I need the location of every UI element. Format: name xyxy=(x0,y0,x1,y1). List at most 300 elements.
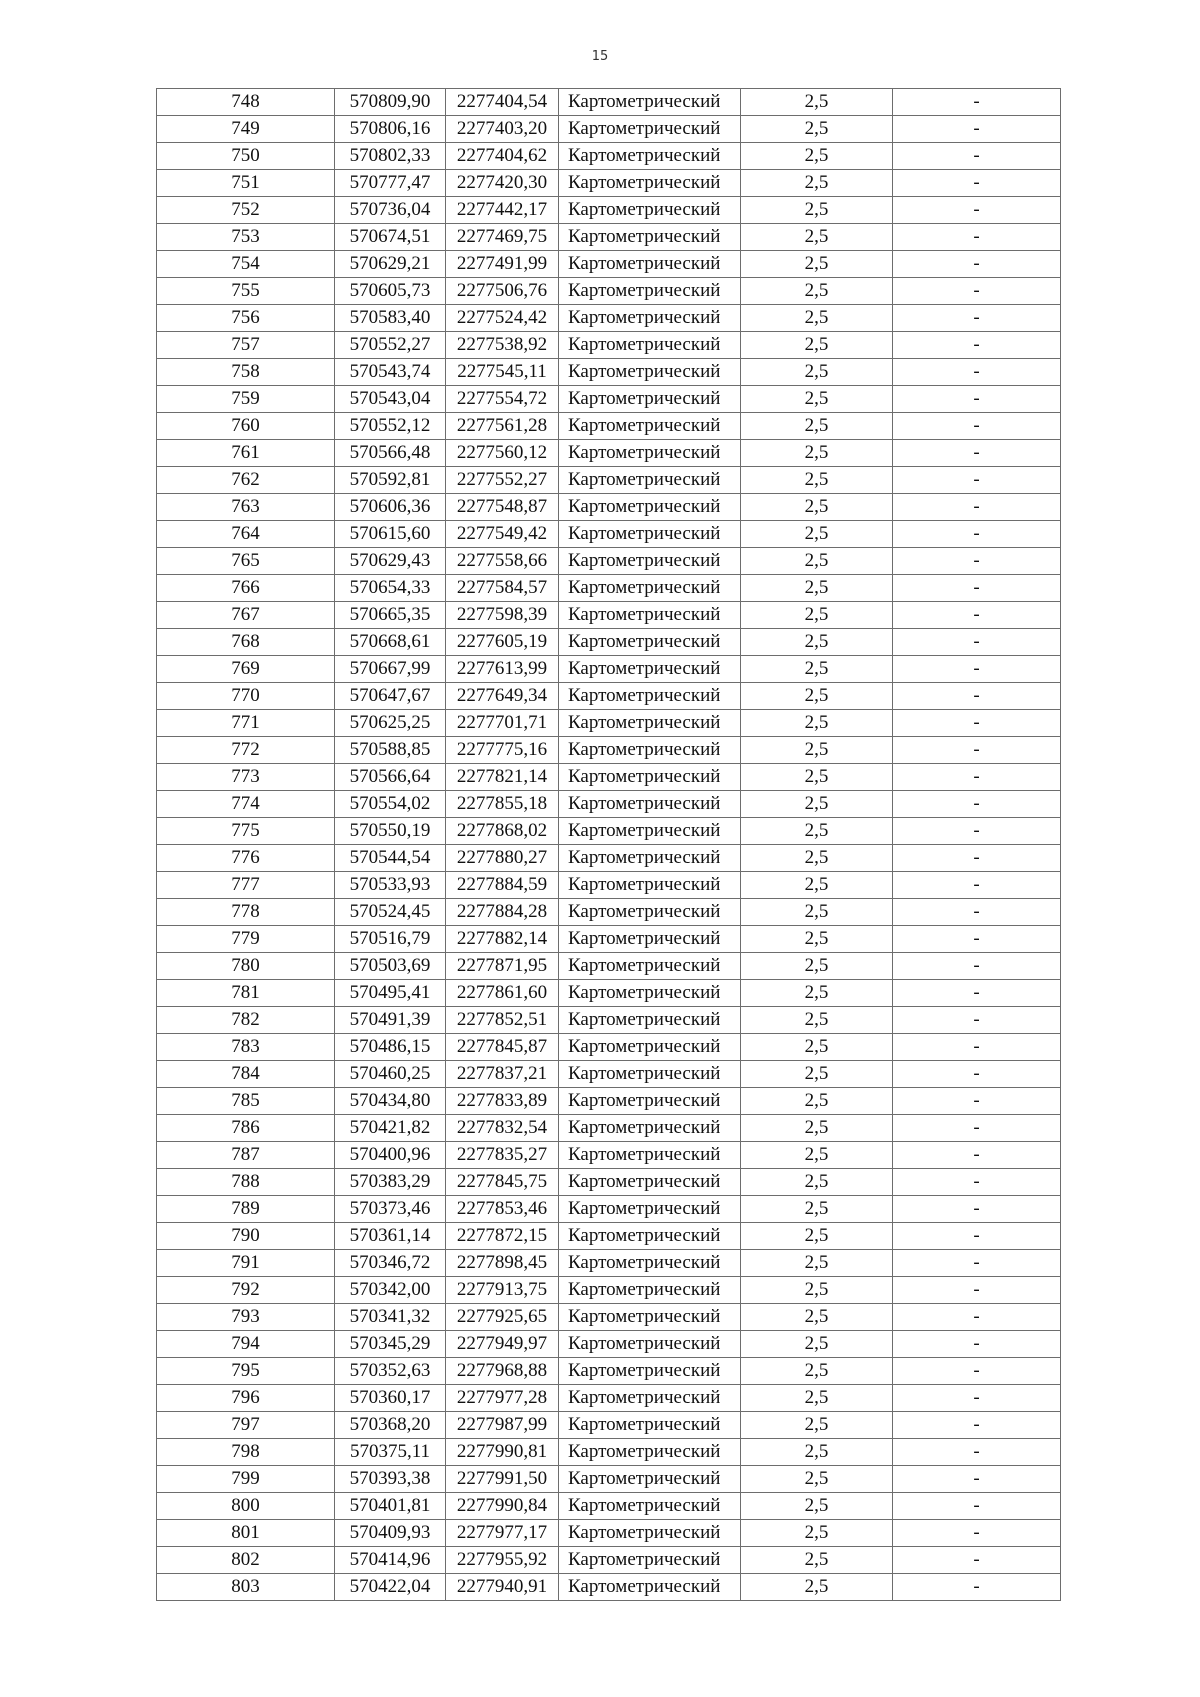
y-coordinate-cell: 2277880,27 xyxy=(446,845,559,872)
point-number-cell: 794 xyxy=(157,1331,335,1358)
accuracy-cell: 2,5 xyxy=(741,1385,893,1412)
note-cell: - xyxy=(893,575,1061,602)
x-coordinate-cell: 570654,33 xyxy=(335,575,446,602)
accuracy-cell: 2,5 xyxy=(741,1466,893,1493)
point-number-cell: 764 xyxy=(157,521,335,548)
x-coordinate-cell: 570516,79 xyxy=(335,926,446,953)
point-number-cell: 791 xyxy=(157,1250,335,1277)
accuracy-cell: 2,5 xyxy=(741,170,893,197)
note-cell: - xyxy=(893,899,1061,926)
y-coordinate-cell: 2277442,17 xyxy=(446,197,559,224)
x-coordinate-cell: 570667,99 xyxy=(335,656,446,683)
method-cell: Картометрический xyxy=(559,170,741,197)
x-coordinate-cell: 570583,40 xyxy=(335,305,446,332)
point-number-cell: 759 xyxy=(157,386,335,413)
method-cell: Картометрический xyxy=(559,899,741,926)
method-cell: Картометрический xyxy=(559,89,741,116)
x-coordinate-cell: 570434,80 xyxy=(335,1088,446,1115)
table-row xyxy=(157,143,1061,170)
accuracy-cell: 2,5 xyxy=(741,440,893,467)
point-number-cell: 796 xyxy=(157,1385,335,1412)
x-coordinate-cell: 570665,35 xyxy=(335,602,446,629)
accuracy-cell: 2,5 xyxy=(741,521,893,548)
point-number-cell: 785 xyxy=(157,1088,335,1115)
method-cell: Картометрический xyxy=(559,1574,741,1601)
method-cell: Картометрический xyxy=(559,1493,741,1520)
note-cell: - xyxy=(893,467,1061,494)
accuracy-cell: 2,5 xyxy=(741,1520,893,1547)
accuracy-cell: 2,5 xyxy=(741,1061,893,1088)
method-cell: Картометрический xyxy=(559,1115,741,1142)
y-coordinate-cell: 2277561,28 xyxy=(446,413,559,440)
x-coordinate-cell: 570566,48 xyxy=(335,440,446,467)
point-number-cell: 798 xyxy=(157,1439,335,1466)
method-cell: Картометрический xyxy=(559,980,741,1007)
point-number-cell: 749 xyxy=(157,116,335,143)
note-cell: - xyxy=(893,116,1061,143)
method-cell: Картометрический xyxy=(559,1466,741,1493)
method-cell: Картометрический xyxy=(559,197,741,224)
x-coordinate-cell: 570495,41 xyxy=(335,980,446,1007)
x-coordinate-cell: 570401,81 xyxy=(335,1493,446,1520)
y-coordinate-cell: 2277558,66 xyxy=(446,548,559,575)
y-coordinate-cell: 2277987,99 xyxy=(446,1412,559,1439)
note-cell: - xyxy=(893,656,1061,683)
table-row xyxy=(157,1304,1061,1331)
accuracy-cell: 2,5 xyxy=(741,1574,893,1601)
note-cell: - xyxy=(893,1304,1061,1331)
note-cell: - xyxy=(893,1439,1061,1466)
y-coordinate-cell: 2277491,99 xyxy=(446,251,559,278)
x-coordinate-cell: 570352,63 xyxy=(335,1358,446,1385)
note-cell: - xyxy=(893,926,1061,953)
method-cell: Картометрический xyxy=(559,953,741,980)
table-row xyxy=(157,413,1061,440)
table-row xyxy=(157,872,1061,899)
point-number-cell: 801 xyxy=(157,1520,335,1547)
x-coordinate-cell: 570373,46 xyxy=(335,1196,446,1223)
y-coordinate-cell: 2277872,15 xyxy=(446,1223,559,1250)
note-cell: - xyxy=(893,1007,1061,1034)
note-cell: - xyxy=(893,764,1061,791)
y-coordinate-cell: 2277855,18 xyxy=(446,791,559,818)
accuracy-cell: 2,5 xyxy=(741,818,893,845)
accuracy-cell: 2,5 xyxy=(741,1196,893,1223)
note-cell: - xyxy=(893,332,1061,359)
accuracy-cell: 2,5 xyxy=(741,1115,893,1142)
point-number-cell: 799 xyxy=(157,1466,335,1493)
point-number-cell: 752 xyxy=(157,197,335,224)
note-cell: - xyxy=(893,1385,1061,1412)
x-coordinate-cell: 570629,43 xyxy=(335,548,446,575)
y-coordinate-cell: 2277404,54 xyxy=(446,89,559,116)
y-coordinate-cell: 2277613,99 xyxy=(446,656,559,683)
table-row xyxy=(157,737,1061,764)
method-cell: Картометрический xyxy=(559,629,741,656)
point-number-cell: 773 xyxy=(157,764,335,791)
y-coordinate-cell: 2277554,72 xyxy=(446,386,559,413)
table-row xyxy=(157,980,1061,1007)
method-cell: Картометрический xyxy=(559,116,741,143)
table-row xyxy=(157,1520,1061,1547)
table-row xyxy=(157,521,1061,548)
point-number-cell: 768 xyxy=(157,629,335,656)
table-row xyxy=(157,1034,1061,1061)
note-cell: - xyxy=(893,521,1061,548)
x-coordinate-cell: 570544,54 xyxy=(335,845,446,872)
method-cell: Картометрический xyxy=(559,926,741,953)
table-row xyxy=(157,845,1061,872)
accuracy-cell: 2,5 xyxy=(741,89,893,116)
x-coordinate-cell: 570486,15 xyxy=(335,1034,446,1061)
y-coordinate-cell: 2277884,59 xyxy=(446,872,559,899)
y-coordinate-cell: 2277955,92 xyxy=(446,1547,559,1574)
method-cell: Картометрический xyxy=(559,872,741,899)
accuracy-cell: 2,5 xyxy=(741,305,893,332)
point-number-cell: 767 xyxy=(157,602,335,629)
method-cell: Картометрический xyxy=(559,602,741,629)
point-number-cell: 769 xyxy=(157,656,335,683)
table-row xyxy=(157,818,1061,845)
method-cell: Картометрический xyxy=(559,1169,741,1196)
table-row xyxy=(157,602,1061,629)
note-cell: - xyxy=(893,1250,1061,1277)
note-cell: - xyxy=(893,305,1061,332)
point-number-cell: 755 xyxy=(157,278,335,305)
y-coordinate-cell: 2277991,50 xyxy=(446,1466,559,1493)
x-coordinate-cell: 570588,85 xyxy=(335,737,446,764)
point-number-cell: 786 xyxy=(157,1115,335,1142)
table-row xyxy=(157,1439,1061,1466)
note-cell: - xyxy=(893,872,1061,899)
point-number-cell: 787 xyxy=(157,1142,335,1169)
method-cell: Картометрический xyxy=(559,1331,741,1358)
accuracy-cell: 2,5 xyxy=(741,143,893,170)
method-cell: Картометрический xyxy=(559,548,741,575)
point-number-cell: 803 xyxy=(157,1574,335,1601)
x-coordinate-cell: 570393,38 xyxy=(335,1466,446,1493)
y-coordinate-cell: 2277977,28 xyxy=(446,1385,559,1412)
method-cell: Картометрический xyxy=(559,656,741,683)
y-coordinate-cell: 2277835,27 xyxy=(446,1142,559,1169)
method-cell: Картометрический xyxy=(559,413,741,440)
accuracy-cell: 2,5 xyxy=(741,899,893,926)
point-number-cell: 758 xyxy=(157,359,335,386)
x-coordinate-cell: 570341,32 xyxy=(335,1304,446,1331)
method-cell: Картометрический xyxy=(559,710,741,737)
table-row xyxy=(157,791,1061,818)
table-row xyxy=(157,170,1061,197)
point-number-cell: 777 xyxy=(157,872,335,899)
note-cell: - xyxy=(893,1223,1061,1250)
accuracy-cell: 2,5 xyxy=(741,683,893,710)
note-cell: - xyxy=(893,251,1061,278)
table-row xyxy=(157,1115,1061,1142)
method-cell: Картометрический xyxy=(559,251,741,278)
y-coordinate-cell: 2277884,28 xyxy=(446,899,559,926)
x-coordinate-cell: 570383,29 xyxy=(335,1169,446,1196)
point-number-cell: 751 xyxy=(157,170,335,197)
table-row xyxy=(157,710,1061,737)
note-cell: - xyxy=(893,386,1061,413)
table-row xyxy=(157,953,1061,980)
note-cell: - xyxy=(893,1061,1061,1088)
method-cell: Картометрический xyxy=(559,1358,741,1385)
note-cell: - xyxy=(893,1142,1061,1169)
x-coordinate-cell: 570422,04 xyxy=(335,1574,446,1601)
accuracy-cell: 2,5 xyxy=(741,791,893,818)
accuracy-cell: 2,5 xyxy=(741,467,893,494)
y-coordinate-cell: 2277977,17 xyxy=(446,1520,559,1547)
method-cell: Картометрический xyxy=(559,737,741,764)
point-number-cell: 781 xyxy=(157,980,335,1007)
accuracy-cell: 2,5 xyxy=(741,1007,893,1034)
x-coordinate-cell: 570543,74 xyxy=(335,359,446,386)
y-coordinate-cell: 2277560,12 xyxy=(446,440,559,467)
note-cell: - xyxy=(893,1331,1061,1358)
x-coordinate-cell: 570606,36 xyxy=(335,494,446,521)
point-number-cell: 778 xyxy=(157,899,335,926)
x-coordinate-cell: 570647,67 xyxy=(335,683,446,710)
y-coordinate-cell: 2277821,14 xyxy=(446,764,559,791)
x-coordinate-cell: 570414,96 xyxy=(335,1547,446,1574)
accuracy-cell: 2,5 xyxy=(741,980,893,1007)
page-number: 15 xyxy=(591,49,609,64)
x-coordinate-cell: 570421,82 xyxy=(335,1115,446,1142)
method-cell: Картометрический xyxy=(559,359,741,386)
method-cell: Картометрический xyxy=(559,305,741,332)
method-cell: Картометрический xyxy=(559,494,741,521)
note-cell: - xyxy=(893,494,1061,521)
point-number-cell: 802 xyxy=(157,1547,335,1574)
x-coordinate-cell: 570361,14 xyxy=(335,1223,446,1250)
x-coordinate-cell: 570629,21 xyxy=(335,251,446,278)
note-cell: - xyxy=(893,1196,1061,1223)
method-cell: Картометрический xyxy=(559,1034,741,1061)
point-number-cell: 789 xyxy=(157,1196,335,1223)
point-number-cell: 783 xyxy=(157,1034,335,1061)
table-row xyxy=(157,359,1061,386)
point-number-cell: 772 xyxy=(157,737,335,764)
note-cell: - xyxy=(893,278,1061,305)
method-cell: Картометрический xyxy=(559,521,741,548)
y-coordinate-cell: 2277968,88 xyxy=(446,1358,559,1385)
note-cell: - xyxy=(893,1115,1061,1142)
table-row xyxy=(157,629,1061,656)
y-coordinate-cell: 2277775,16 xyxy=(446,737,559,764)
accuracy-cell: 2,5 xyxy=(741,629,893,656)
x-coordinate-cell: 570605,73 xyxy=(335,278,446,305)
y-coordinate-cell: 2277545,11 xyxy=(446,359,559,386)
method-cell: Картометрический xyxy=(559,764,741,791)
point-number-cell: 782 xyxy=(157,1007,335,1034)
table-row xyxy=(157,197,1061,224)
y-coordinate-cell: 2277868,02 xyxy=(446,818,559,845)
note-cell: - xyxy=(893,1358,1061,1385)
table-row xyxy=(157,251,1061,278)
method-cell: Картометрический xyxy=(559,278,741,305)
table-row xyxy=(157,764,1061,791)
method-cell: Картометрический xyxy=(559,143,741,170)
y-coordinate-cell: 2277853,46 xyxy=(446,1196,559,1223)
note-cell: - xyxy=(893,197,1061,224)
note-cell: - xyxy=(893,224,1061,251)
note-cell: - xyxy=(893,1088,1061,1115)
y-coordinate-cell: 2277940,91 xyxy=(446,1574,559,1601)
point-number-cell: 797 xyxy=(157,1412,335,1439)
accuracy-cell: 2,5 xyxy=(741,1412,893,1439)
note-cell: - xyxy=(893,710,1061,737)
accuracy-cell: 2,5 xyxy=(741,224,893,251)
accuracy-cell: 2,5 xyxy=(741,1142,893,1169)
table-row xyxy=(157,278,1061,305)
x-coordinate-cell: 570346,72 xyxy=(335,1250,446,1277)
accuracy-cell: 2,5 xyxy=(741,386,893,413)
note-cell: - xyxy=(893,953,1061,980)
y-coordinate-cell: 2277469,75 xyxy=(446,224,559,251)
point-number-cell: 766 xyxy=(157,575,335,602)
y-coordinate-cell: 2277605,19 xyxy=(446,629,559,656)
x-coordinate-cell: 570360,17 xyxy=(335,1385,446,1412)
x-coordinate-cell: 570503,69 xyxy=(335,953,446,980)
table-row xyxy=(157,1574,1061,1601)
accuracy-cell: 2,5 xyxy=(741,1088,893,1115)
point-number-cell: 792 xyxy=(157,1277,335,1304)
y-coordinate-cell: 2277701,71 xyxy=(446,710,559,737)
note-cell: - xyxy=(893,1493,1061,1520)
point-number-cell: 753 xyxy=(157,224,335,251)
accuracy-cell: 2,5 xyxy=(741,1223,893,1250)
y-coordinate-cell: 2277404,62 xyxy=(446,143,559,170)
table-row xyxy=(157,89,1061,116)
method-cell: Картометрический xyxy=(559,1250,741,1277)
method-cell: Картометрический xyxy=(559,1088,741,1115)
note-cell: - xyxy=(893,845,1061,872)
table-row xyxy=(157,548,1061,575)
method-cell: Картометрический xyxy=(559,791,741,818)
note-cell: - xyxy=(893,629,1061,656)
note-cell: - xyxy=(893,1520,1061,1547)
accuracy-cell: 2,5 xyxy=(741,1250,893,1277)
point-number-cell: 765 xyxy=(157,548,335,575)
y-coordinate-cell: 2277549,42 xyxy=(446,521,559,548)
y-coordinate-cell: 2277420,30 xyxy=(446,170,559,197)
accuracy-cell: 2,5 xyxy=(741,602,893,629)
method-cell: Картометрический xyxy=(559,1223,741,1250)
y-coordinate-cell: 2277861,60 xyxy=(446,980,559,1007)
accuracy-cell: 2,5 xyxy=(741,1547,893,1574)
x-coordinate-cell: 570674,51 xyxy=(335,224,446,251)
point-number-cell: 775 xyxy=(157,818,335,845)
accuracy-cell: 2,5 xyxy=(741,737,893,764)
accuracy-cell: 2,5 xyxy=(741,953,893,980)
table-row xyxy=(157,224,1061,251)
x-coordinate-cell: 570409,93 xyxy=(335,1520,446,1547)
method-cell: Картометрический xyxy=(559,1196,741,1223)
x-coordinate-cell: 570368,20 xyxy=(335,1412,446,1439)
accuracy-cell: 2,5 xyxy=(741,332,893,359)
point-number-cell: 757 xyxy=(157,332,335,359)
x-coordinate-cell: 570533,93 xyxy=(335,872,446,899)
note-cell: - xyxy=(893,602,1061,629)
point-number-cell: 784 xyxy=(157,1061,335,1088)
y-coordinate-cell: 2277403,20 xyxy=(446,116,559,143)
table-row xyxy=(157,1196,1061,1223)
y-coordinate-cell: 2277852,51 xyxy=(446,1007,559,1034)
accuracy-cell: 2,5 xyxy=(741,494,893,521)
note-cell: - xyxy=(893,791,1061,818)
note-cell: - xyxy=(893,1466,1061,1493)
table-row xyxy=(157,1331,1061,1358)
x-coordinate-cell: 570342,00 xyxy=(335,1277,446,1304)
point-number-cell: 756 xyxy=(157,305,335,332)
x-coordinate-cell: 570552,27 xyxy=(335,332,446,359)
accuracy-cell: 2,5 xyxy=(741,845,893,872)
method-cell: Картометрический xyxy=(559,1520,741,1547)
table-row xyxy=(157,1088,1061,1115)
point-number-cell: 761 xyxy=(157,440,335,467)
table-row xyxy=(157,1142,1061,1169)
point-number-cell: 770 xyxy=(157,683,335,710)
accuracy-cell: 2,5 xyxy=(741,251,893,278)
y-coordinate-cell: 2277913,75 xyxy=(446,1277,559,1304)
accuracy-cell: 2,5 xyxy=(741,872,893,899)
table-row xyxy=(157,1061,1061,1088)
note-cell: - xyxy=(893,1034,1061,1061)
method-cell: Картометрический xyxy=(559,440,741,467)
table-row xyxy=(157,1277,1061,1304)
note-cell: - xyxy=(893,89,1061,116)
table-row xyxy=(157,116,1061,143)
y-coordinate-cell: 2277882,14 xyxy=(446,926,559,953)
point-number-cell: 793 xyxy=(157,1304,335,1331)
note-cell: - xyxy=(893,440,1061,467)
method-cell: Картометрический xyxy=(559,1385,741,1412)
note-cell: - xyxy=(893,170,1061,197)
x-coordinate-cell: 570736,04 xyxy=(335,197,446,224)
x-coordinate-cell: 570668,61 xyxy=(335,629,446,656)
table-row xyxy=(157,899,1061,926)
point-number-cell: 790 xyxy=(157,1223,335,1250)
note-cell: - xyxy=(893,1169,1061,1196)
method-cell: Картометрический xyxy=(559,1277,741,1304)
point-number-cell: 779 xyxy=(157,926,335,953)
accuracy-cell: 2,5 xyxy=(741,1493,893,1520)
method-cell: Картометрический xyxy=(559,818,741,845)
x-coordinate-cell: 570802,33 xyxy=(335,143,446,170)
table-row xyxy=(157,656,1061,683)
table-row xyxy=(157,467,1061,494)
table-row xyxy=(157,1493,1061,1520)
accuracy-cell: 2,5 xyxy=(741,413,893,440)
y-coordinate-cell: 2277925,65 xyxy=(446,1304,559,1331)
accuracy-cell: 2,5 xyxy=(741,197,893,224)
method-cell: Картометрический xyxy=(559,1547,741,1574)
accuracy-cell: 2,5 xyxy=(741,1304,893,1331)
note-cell: - xyxy=(893,683,1061,710)
note-cell: - xyxy=(893,413,1061,440)
accuracy-cell: 2,5 xyxy=(741,1169,893,1196)
accuracy-cell: 2,5 xyxy=(741,764,893,791)
accuracy-cell: 2,5 xyxy=(741,710,893,737)
note-cell: - xyxy=(893,1574,1061,1601)
point-number-cell: 780 xyxy=(157,953,335,980)
x-coordinate-cell: 570491,39 xyxy=(335,1007,446,1034)
x-coordinate-cell: 570460,25 xyxy=(335,1061,446,1088)
y-coordinate-cell: 2277538,92 xyxy=(446,332,559,359)
x-coordinate-cell: 570543,04 xyxy=(335,386,446,413)
accuracy-cell: 2,5 xyxy=(741,575,893,602)
